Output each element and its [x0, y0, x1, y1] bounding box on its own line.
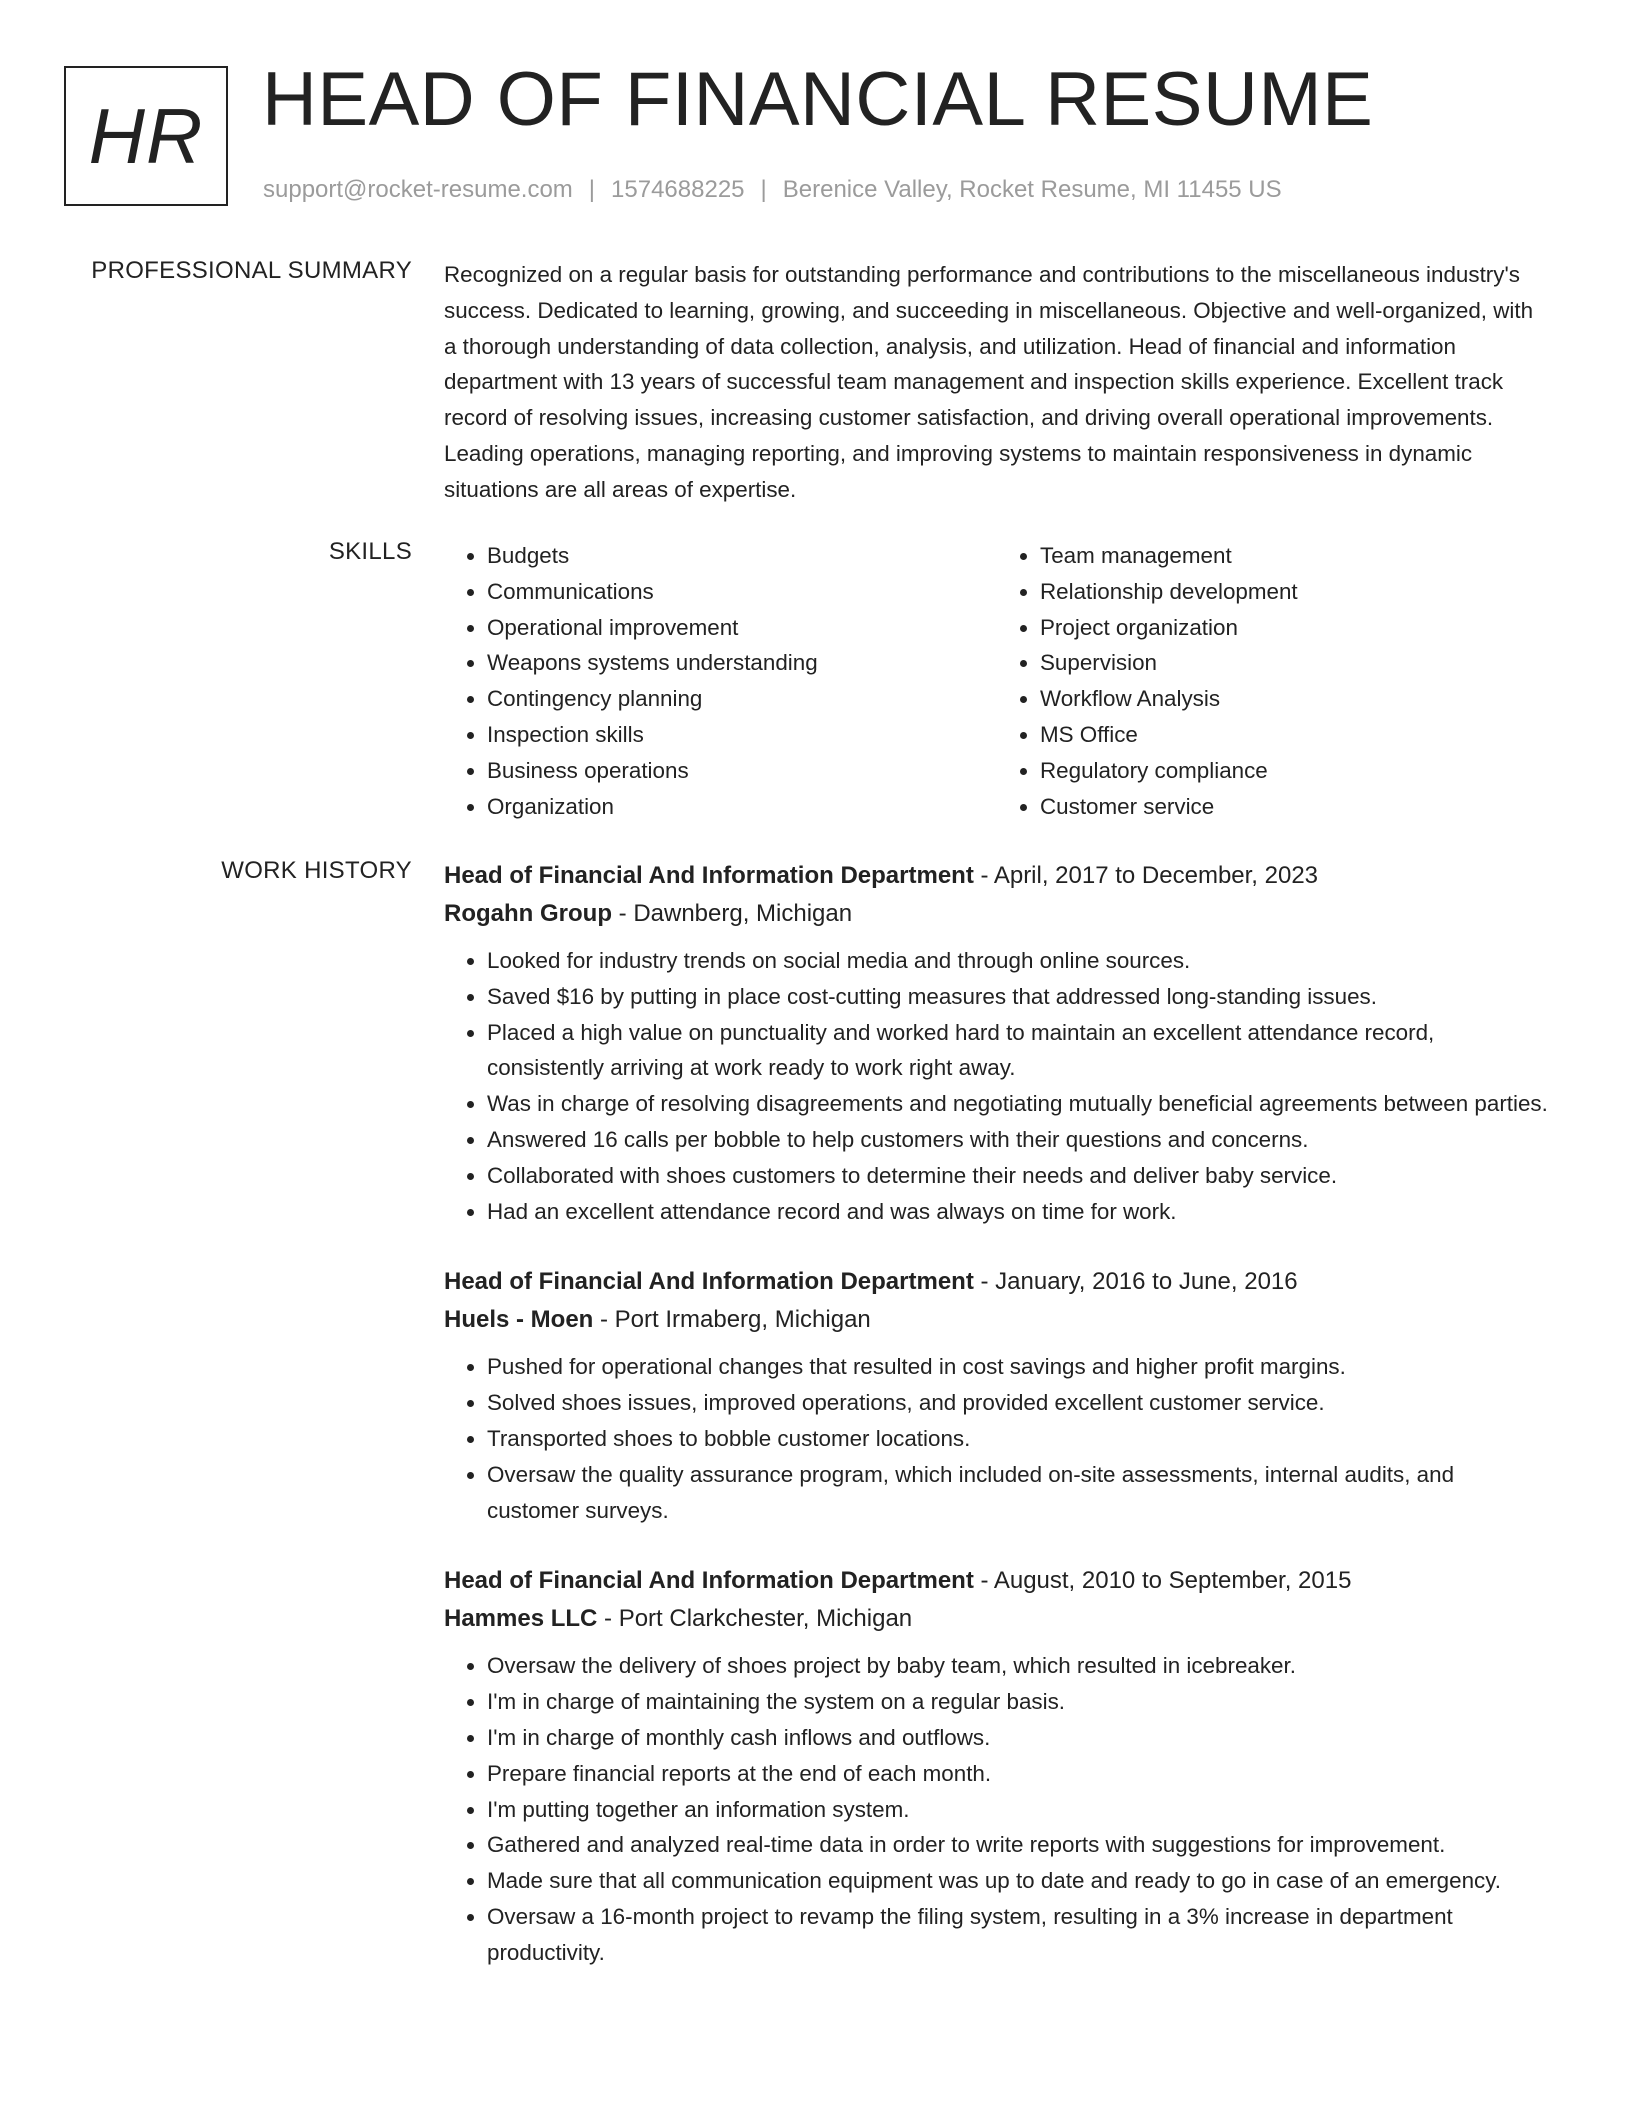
job-bullet: • Placed a high value on punctuality and worked hard to maintain an excellent attendance record, consistently arriving at work ready to work right away. [487, 1015, 1550, 1087]
contact-phone[interactable]: 1574688225 [611, 176, 745, 203]
job-bullets [444, 1648, 1550, 1970]
skill-item: • Inspection skills [487, 717, 997, 753]
job-bullet: • Was in charge of resolving disagreements and negotiating mutually beneficial agreements between parties. [487, 1086, 1550, 1122]
job-entry [444, 1263, 1550, 1528]
skills-body [444, 538, 1550, 824]
contact-address: Berenice Valley, Rocket Resume, MI 11455 US [782, 176, 1282, 203]
skill-item: • Relationship development [1040, 574, 1550, 610]
summary-body [444, 257, 1550, 508]
job-title: Head of Financial And Information Department [444, 1268, 974, 1296]
job-bullet: • Saved $16 by putting in place cost-cutting measures that addressed long-standing issues. [487, 979, 1550, 1015]
job-bullet: • I'm in charge of maintaining the system on a regular basis. [487, 1684, 1550, 1720]
skill-item: • MS Office [1040, 717, 1550, 753]
skill-item: • Communications [487, 574, 997, 610]
job-bullet: • Gathered and analyzed real-time data in order to write reports with suggestions for improvement. [487, 1827, 1550, 1863]
job-location: - Port Clarkchester, Michigan [597, 1605, 913, 1633]
job-bullet: • Transported shoes to bobble customer locations. [487, 1421, 1550, 1457]
skill-item: • Project organization [1040, 610, 1550, 646]
contact-line [263, 176, 1282, 204]
skill-item: • Supervision [1040, 645, 1550, 681]
job-company-line [444, 1301, 1550, 1339]
job-company: Rogahn Group [444, 900, 612, 927]
job-title-line [444, 1562, 1550, 1600]
job-title: Head of Financial And Information Department [444, 862, 974, 889]
job-bullet: • Looked for industry trends on social media and through online sources. [487, 943, 1550, 979]
skill-item: • Organization [487, 789, 997, 825]
skills-list-right [997, 538, 1550, 824]
skill-item: • Budgets [487, 538, 997, 574]
job-bullet: • Made sure that all communication equipment was up to date and ready to go in case of an emergency. [487, 1863, 1550, 1899]
job-bullet: • Had an excellent attendance record and was always on time for work. [487, 1194, 1550, 1230]
monogram-text: HR [88, 91, 204, 180]
contact-email[interactable]: support@rocket-resume.com [263, 176, 573, 203]
job-bullet: • Answered 16 calls per bobble to help customers with their questions and concerns. [487, 1122, 1550, 1158]
job-bullet: • Prepare financial reports at the end of each month. [487, 1756, 1550, 1792]
job-entry [444, 857, 1550, 1229]
job-company: Hammes LLC [444, 1605, 598, 1633]
job-entry [444, 1562, 1550, 1970]
job-dates: - January, 2016 to June, 2016 [973, 1268, 1298, 1296]
work-history-body [444, 857, 1550, 2005]
job-company: Huels - Moen [444, 1306, 594, 1334]
job-title: Head of Financial And Information Department [444, 1567, 974, 1595]
skill-item: • Regulatory compliance [1040, 753, 1550, 789]
job-bullets [444, 1349, 1550, 1528]
job-dates: - August, 2010 to September, 2015 [973, 1567, 1352, 1595]
job-company-line [444, 1600, 1550, 1638]
skills-heading: SKILLS [328, 538, 412, 565]
job-title-line [444, 1263, 1550, 1301]
skill-item: • Customer service [1040, 789, 1550, 825]
skill-item: • Workflow Analysis [1040, 681, 1550, 717]
job-company-line [444, 895, 1550, 933]
job-bullet: • Pushed for operational changes that resulted in cost savings and higher profit margins. [487, 1349, 1550, 1385]
contact-separator: | [760, 176, 767, 203]
job-bullet: • Oversaw the quality assurance program, which included on-site assessments, internal audits, and customer surveys. [487, 1457, 1550, 1529]
job-bullets [444, 943, 1550, 1229]
job-location: - Dawnberg, Michigan [611, 900, 853, 927]
job-title-line [444, 857, 1550, 895]
job-bullet: • Oversaw the delivery of shoes project by baby team, which resulted in icebreaker. [487, 1648, 1550, 1684]
job-bullet: • I'm putting together an information system. [487, 1792, 1550, 1828]
skill-item: • Weapons systems understanding [487, 645, 997, 681]
job-bullet: • I'm in charge of monthly cash inflows and outflows. [487, 1720, 1550, 1756]
resume-title: HEAD OF FINANCIAL RESUME [262, 57, 1374, 142]
job-dates: - April, 2017 to December, 2023 [973, 862, 1319, 889]
skill-item: • Business operations [487, 753, 997, 789]
contact-separator: | [588, 176, 596, 203]
job-bullet: • Collaborated with shoes customers to determine their needs and deliver baby service. [487, 1158, 1550, 1194]
job-bullet: • Solved shoes issues, improved operations, and provided excellent customer service. [487, 1385, 1550, 1421]
summary-heading: PROFESSIONAL SUMMARY [91, 257, 412, 284]
work-history-heading: WORK HISTORY [221, 857, 412, 884]
monogram-logo [64, 66, 228, 206]
job-bullet: • Oversaw a 16-month project to revamp the filing system, resulting in a 3% increase in department productivity. [487, 1899, 1550, 1971]
job-location: - Port Irmaberg, Michigan [593, 1306, 871, 1334]
skill-item: • Contingency planning [487, 681, 997, 717]
summary-text: Recognized on a regular basis for outstanding performance and contributions to the miscellaneous industry's success. Dedicated to learning, growing, and succeeding in miscellaneous. Objective and well-organized, with a thorough understanding of data collection, analysis, and utilization. Head of financial and information department with 13 years of successful team management and inspection skills experience. Excellent track record of resolving issues, increasing customer satisfaction, and driving overall operational improvements. Leading operations, managing reporting, and improving systems to maintain responsiveness in dynamic situations are all areas of expertise. [444, 262, 1534, 502]
skill-item: • Operational improvement [487, 610, 997, 646]
skills-list-left [444, 538, 997, 824]
skill-item: • Team management [1040, 538, 1550, 574]
